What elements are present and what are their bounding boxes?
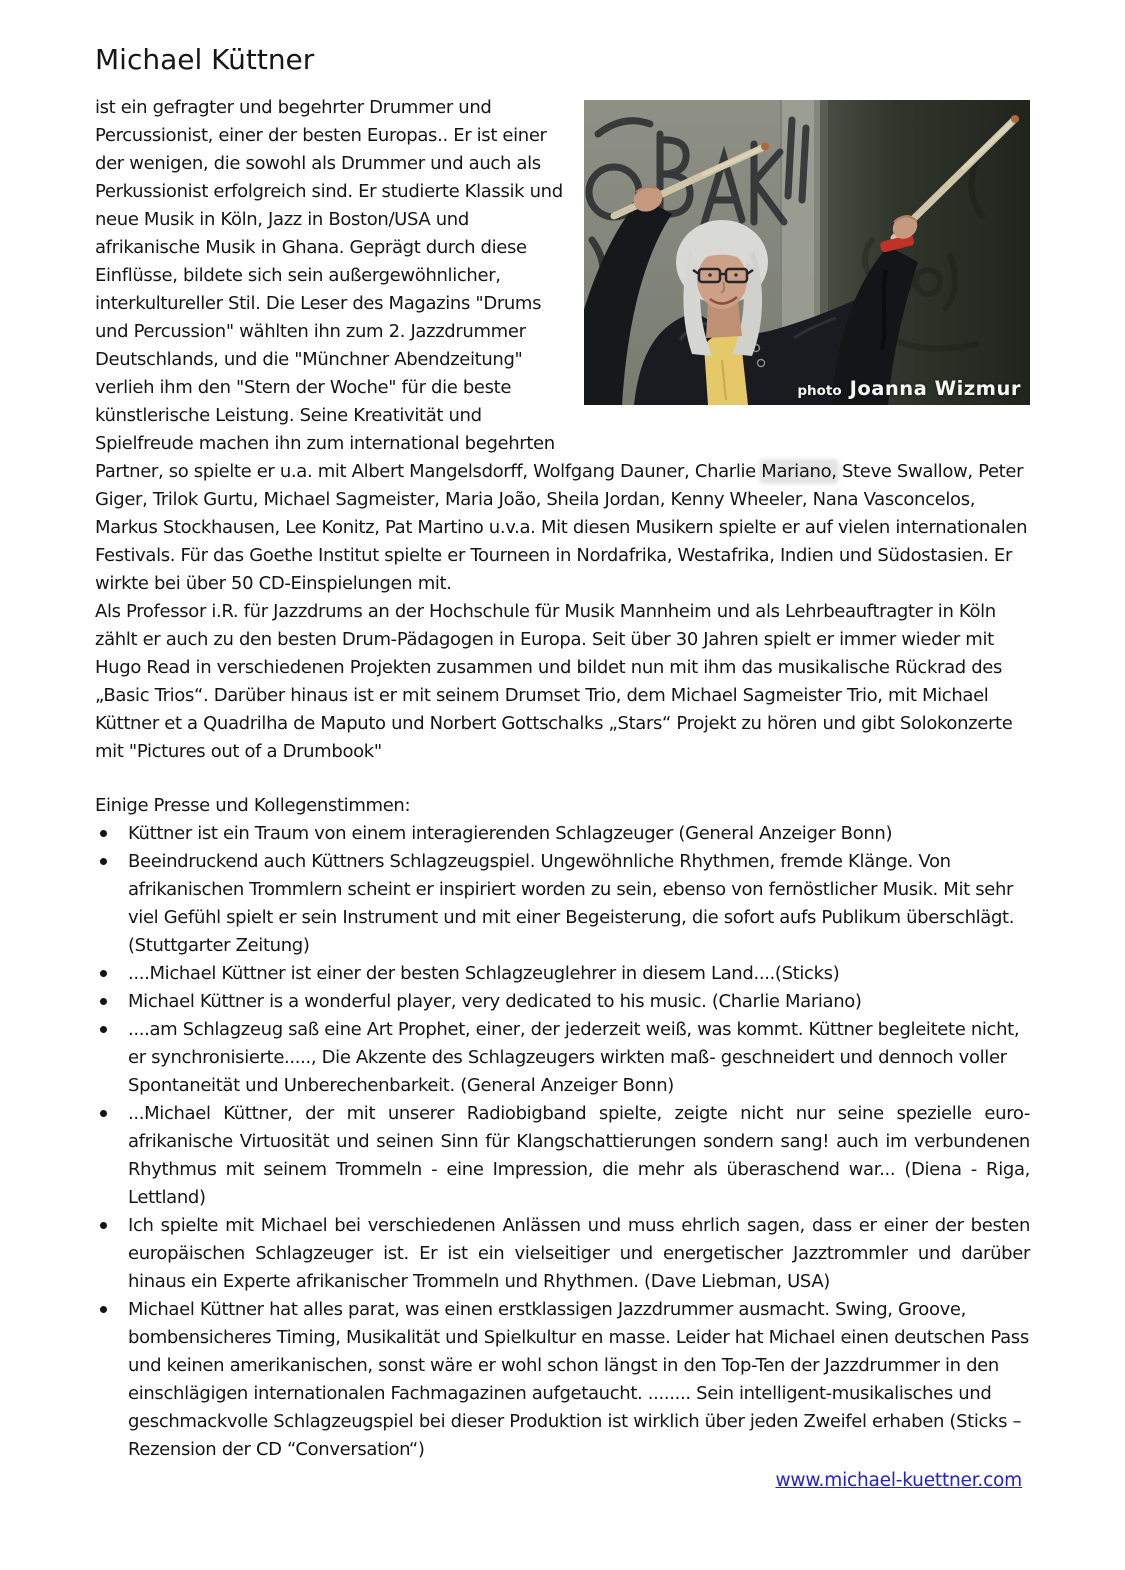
website-link[interactable]: www.michael-kuettner.com [775,1470,1022,1491]
press-heading: Einige Presse und Kollegenstimmen: [95,795,411,816]
portrait-photo [584,100,1030,405]
photo-credit [797,377,1021,400]
press-quote: Michael Küttner hat alles parat, was einen erstklassigen Jazzdrummer ausmacht. Swing, Groove, bombensicheres Timing, Musikalität und Spielkultur en masse. Leider hat Michael einen deutschen Pass und keinen amerikanischen, sonst wäre er wohl schon längst in den Top-Ten der Jazzdrummer in den einschlägigen internationalen Fachmagazinen aufgetaucht. ........ Sein intelligent-musikalisches und geschmackvolle Schlagzeugspiel bei dieser Produktion ist wirklich über jeden Zweifel erhaben (Sticks – Rezension der CD “Conversation“) [95,1296,1030,1464]
page-title: Michael Küttner [95,43,315,76]
photo-credit-name: Joanna Wizmur [849,377,1021,400]
press-quote: ....Michael Küttner ist einer der besten Schlagzeuglehrer in diesem Land....(Sticks) [95,960,1030,988]
drummer-photo-illustration [584,100,1030,405]
bio-paragraph-2: Als Professor i.R. für Jazzdrums an der Hochschule für Musik Mannheim und als Lehrbeauftragter in Köln zählt er auch zu den besten Drum-Pädagogen in Europa. Seit über 30 Jahren spielt er immer wieder mit Hugo Read in verschiedenen Projekten zusammen und bildet nun mit ihm das musikalische Rückrad des „Basic Trios“. Darüber hinaus ist er mit seinem Drumset Trio, dem Michael Sagmeister Trio, mit Michael Küttner et a Quadrilha de Maputo und Norbert Gottschalks „Stars“ Projekt zu hören und gibt Solokonzerte mit "Pictures out of a Drumbook" [95,601,1013,762]
press-quote: Küttner ist ein Traum von einem interagierenden Schlagzeuger (General Anzeiger Bonn) [95,820,1030,848]
website-link-row [95,1470,1030,1491]
press-quote: ...Michael Küttner, der mit unserer Radiobigband spielte, zeigte nicht nur seine spezielle euro-afrikanische Virtuosität und seinen Sinn für Klangschattierungen sondern sang! auch im verbundenen Rhythmus mit seinem Trommeln - eine Impression, die mehr als überaschend war... (Diena - Riga, Lettland) [95,1100,1030,1212]
bio-section [95,94,1030,766]
bio-p1-text-cont: Steve Swallow, Peter Giger, Trilok Gurtu, Michael Sagmeister, Maria João, Sheila Jordan, Kenny Wheeler, Nana Vasconcelos, Markus Stockhausen, Lee Konitz, Pat Martino u.v.a. Mit diesen Musikern spielte er auf vielen internationalen Festivals. Für das Goethe Institut spielte er Tourneen in Nordafrika, Westafrika, Indien und Südostasien. Er wirkte bei über 50 CD-Einspielungen mit. [95,461,1028,594]
bio-p1-text: ist ein gefragter und begehrter Drummer und Percussionist, einer der besten Europas.. Er ist einer der wenigen, die sowohl als Drummer und auch als Perkussionist erfolgreich sind. Er studierte Klassik und neue Musik in Köln, Jazz in Boston/USA und afrikanische Musik in Ghana. Geprägt durch diese Einflüsse, bildete sich sein außergewöhnlicher, interkultureller Stil. Die Leser des Magazins "Drums und Percussion" wählten ihn zum 2. Jazzdrummer Deutschlands, und die "Münchner Abendzeitung" verlieh ihm den "Stern der Woche" für die beste künstlerische Leistung. Seine Kreativität und Spielfreude machen ihn zum international begehrten Partner, so spielte er u.a. mit Albert Mangelsdorff, Wolfgang Dauner, Charlie [95,97,762,482]
photo-credit-prefix: photo [797,383,842,399]
press-quote: Ich spielte mit Michael bei verschiedenen Anlässen und muss ehrlich sagen, dass er einer der besten europäischen Schlagzeuger ist. Er ist ein vielseitiger und energetischer Jazztrommler und darüber hinaus ein Experte afrikanischer Trommeln und Rhythmen. (Dave Liebman, USA) [95,1212,1030,1296]
highlighted-word: Mariano, [761,461,837,482]
press-quote: ....am Schlagzeug saß eine Art Prophet, einer, der jederzeit weiß, was kommt. Küttner begleitete nicht, er synchronisierte....., Die Akzente des Schlagzeugers wirkten maß- geschneidert und dennoch voller Spontaneität und Unberechenbarkeit. (General Anzeiger Bonn) [95,1016,1030,1100]
press-quotes-list [95,820,1030,1464]
face [697,251,747,309]
press-quote: Michael Küttner is a wonderful player, very dedicated to his music. (Charlie Mariano) [95,988,1030,1016]
press-quote: Beeindruckend auch Küttners Schlagzeugspiel. Ungewöhnliche Rhythmen, fremde Klänge. Von afrikanischen Trommlern scheint er inspiriert worden zu sein, ebenso von fernöstlicher Musik. Mit sehr viel Gefühl spielt er sein Instrument und mit einer Begeisterung, die sofort aufs Publikum überschlägt. (Stuttgarter Zeitung) [95,848,1030,960]
